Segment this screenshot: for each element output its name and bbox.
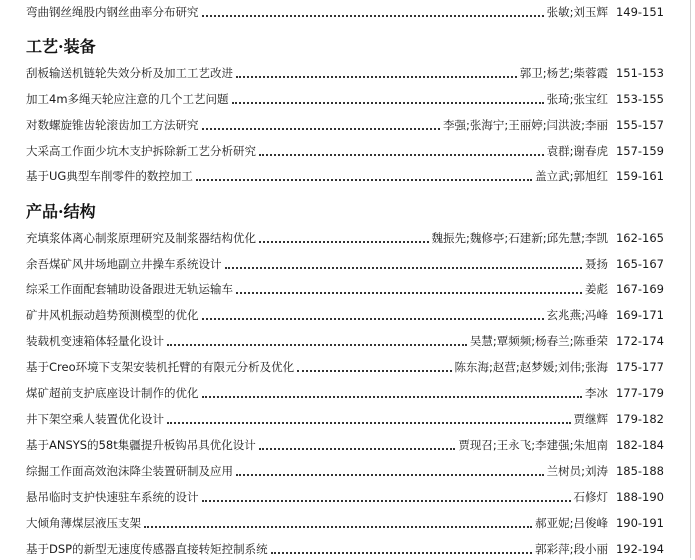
entry-pages: 159-161 bbox=[615, 169, 664, 183]
entry-title: 装载机变速箱体轻量化设计 bbox=[26, 334, 164, 348]
entry-title: 余吾煤矿风井场地副立井操车系统设计 bbox=[26, 257, 222, 271]
dot-leader bbox=[202, 499, 571, 502]
entry-pages: 149-151 bbox=[615, 5, 664, 19]
entry-pages: 151-153 bbox=[615, 66, 664, 80]
entry-pages: 175-177 bbox=[615, 360, 664, 374]
entry-pages: 153-155 bbox=[615, 92, 664, 106]
entry-title: 矿井风机振动趋势预测模型的优化 bbox=[26, 308, 199, 322]
entry-title: 综掘工作面高效泡沫降尘装置研制及应用 bbox=[26, 464, 233, 478]
toc-entry[interactable] bbox=[26, 1, 664, 23]
entry-title: 对数螺旋锥齿轮滚齿加工方法研究 bbox=[26, 118, 199, 132]
section-heading: 工艺·装备 bbox=[26, 37, 96, 56]
toc-entry[interactable] bbox=[26, 62, 664, 84]
entry-authors: 郭卫;杨艺;柴蓉霞 bbox=[519, 66, 608, 80]
dot-leader bbox=[236, 473, 544, 476]
entry-title: 大倾角薄煤层液压支架 bbox=[26, 516, 141, 530]
entry-authors: 郝亚妮;吕俊峰 bbox=[535, 516, 608, 530]
toc-entry[interactable] bbox=[26, 460, 664, 482]
toc-entry[interactable] bbox=[26, 434, 664, 456]
entry-authors: 贾继辉 bbox=[573, 412, 608, 426]
dot-leader bbox=[202, 127, 441, 130]
dot-leader bbox=[236, 75, 517, 78]
dot-leader bbox=[225, 266, 583, 269]
entry-authors: 张琦;张宝红 bbox=[546, 92, 608, 106]
toc-entry[interactable] bbox=[26, 88, 664, 110]
entry-pages: 157-159 bbox=[615, 144, 664, 158]
entry-authors: 陈东海;赵营;赵梦媛;刘伟;张海 bbox=[454, 360, 608, 374]
entry-pages: 167-169 bbox=[615, 282, 664, 296]
entry-authors: 魏振先;魏修亭;石建新;邱先慧;李凯 bbox=[431, 231, 608, 245]
toc-entry[interactable] bbox=[26, 356, 664, 378]
toc-entry[interactable] bbox=[26, 382, 664, 404]
toc-entry[interactable] bbox=[26, 253, 664, 275]
entry-title: 刮板输送机链轮失效分析及加工工艺改进 bbox=[26, 66, 233, 80]
entry-title: 充填浆体离心制浆原理研究及制浆器结构优化 bbox=[26, 231, 256, 245]
dot-leader bbox=[232, 101, 544, 104]
entry-authors: 吴慧;覃频频;杨春兰;陈垂荣 bbox=[469, 334, 608, 348]
dot-leader bbox=[236, 291, 582, 294]
dot-leader bbox=[167, 343, 467, 346]
entry-authors: 李冰 bbox=[585, 386, 608, 400]
entry-pages: 179-182 bbox=[615, 412, 664, 426]
toc-entry[interactable] bbox=[26, 538, 664, 560]
toc-entry[interactable] bbox=[26, 140, 664, 162]
entry-authors: 郭彩萍;段小丽 bbox=[535, 542, 608, 556]
entry-pages: 169-171 bbox=[615, 308, 664, 322]
dot-leader bbox=[259, 153, 544, 156]
entry-pages: 185-188 bbox=[615, 464, 664, 478]
dot-leader bbox=[202, 395, 583, 398]
dot-leader bbox=[196, 178, 532, 181]
entry-authors: 姜彪 bbox=[585, 282, 608, 296]
entry-authors: 聂扬 bbox=[585, 257, 608, 271]
toc-entry[interactable] bbox=[26, 114, 664, 136]
section-heading: 产品·结构 bbox=[26, 202, 96, 221]
entry-authors: 石修灯 bbox=[573, 490, 608, 504]
dot-leader bbox=[202, 14, 544, 17]
entry-title: 基于ANSYS的58t集疆提升板钩吊具优化设计 bbox=[26, 438, 256, 452]
dot-leader bbox=[271, 551, 533, 554]
dot-leader bbox=[144, 525, 532, 528]
entry-title: 基于Creo环境下支架安装机托臂的有限元分析及优化 bbox=[26, 360, 295, 374]
entry-title: 弯曲钢丝绳股内钢丝曲率分布研究 bbox=[26, 5, 199, 19]
entry-title: 大采高工作面少坑木支护拆除新工艺分析研究 bbox=[26, 144, 256, 158]
entry-authors: 贾现召;王永飞;李建强;朱旭南 bbox=[458, 438, 608, 452]
dot-leader bbox=[259, 240, 429, 243]
toc-entry[interactable] bbox=[26, 512, 664, 534]
toc-entry[interactable] bbox=[26, 304, 664, 326]
entry-authors: 李强;张海宁;王丽婷;闫洪波;李丽 bbox=[443, 118, 608, 132]
dot-leader bbox=[202, 317, 544, 320]
entry-pages: 155-157 bbox=[615, 118, 664, 132]
entry-authors: 玄兆燕;冯峰 bbox=[546, 308, 608, 322]
dot-leader bbox=[297, 369, 451, 372]
entry-authors: 盖立武;郭旭红 bbox=[535, 169, 608, 183]
entry-authors: 袁群;谢春虎 bbox=[546, 144, 608, 158]
entry-pages: 165-167 bbox=[615, 257, 664, 271]
entry-title: 加工4m多绳天轮应注意的几个工艺问题 bbox=[26, 92, 229, 106]
toc-entry[interactable] bbox=[26, 408, 664, 430]
dot-leader bbox=[259, 447, 456, 450]
toc-entry[interactable] bbox=[26, 278, 664, 300]
entry-authors: 张敏;刘玉辉 bbox=[546, 5, 608, 19]
dot-leader bbox=[167, 421, 571, 424]
entry-pages: 177-179 bbox=[615, 386, 664, 400]
entry-title: 煤矿超前支护底座设计制作的优化 bbox=[26, 386, 199, 400]
entry-title: 综采工作面配套辅助设备跟进无轨运输车 bbox=[26, 282, 233, 296]
entry-title: 悬吊临时支护快速驻车系统的设计 bbox=[26, 490, 199, 504]
page-edge-rule bbox=[690, 0, 691, 558]
entry-title: 基于UG典型车削零件的数控加工 bbox=[26, 169, 193, 183]
entry-title: 井下架空乘人装置优化设计 bbox=[26, 412, 164, 426]
toc-entry[interactable] bbox=[26, 165, 664, 187]
entry-title: 基于DSP的新型无速度传感器直接转矩控制系统 bbox=[26, 542, 268, 556]
entry-authors: 兰树员;刘涛 bbox=[546, 464, 608, 478]
toc-entry[interactable] bbox=[26, 330, 664, 352]
entry-pages: 192-194 bbox=[615, 542, 664, 556]
entry-pages: 162-165 bbox=[615, 231, 664, 245]
toc-entry[interactable] bbox=[26, 227, 664, 249]
entry-pages: 188-190 bbox=[615, 490, 664, 504]
entry-pages: 172-174 bbox=[615, 334, 664, 348]
toc-entry[interactable] bbox=[26, 486, 664, 508]
entry-pages: 190-191 bbox=[615, 516, 664, 530]
entry-pages: 182-184 bbox=[615, 438, 664, 452]
